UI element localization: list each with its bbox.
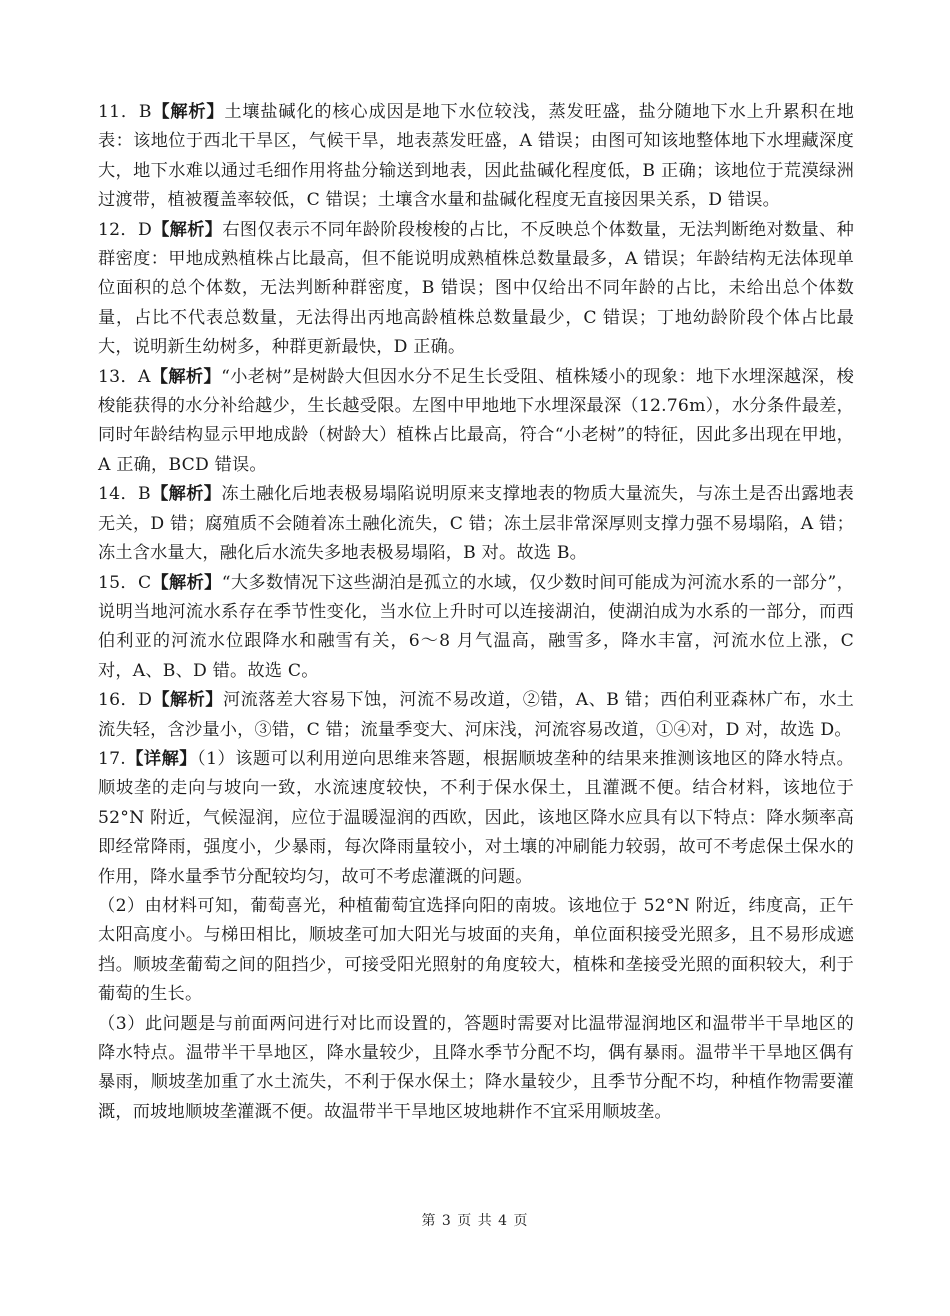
answer-text: 冻土融化后地表极易塌陷说明原来支撑地表的物质大量流失，与冻土是否出露地表无关，D 错；腐殖质不会随着冻土融化流失，C 错；冻土层非常深厚则支撑力强不易塌陷，A 错；冻土含水量大，融化后水流失多地表极易塌陷，B 对。故选 B。 (98, 484, 854, 564)
page-footer: 第 3 页 共 4 页 (421, 1213, 529, 1229)
answer-number: 11．B (98, 102, 152, 122)
answer-14 (98, 480, 854, 568)
answer-number: 14．B (98, 484, 151, 505)
answer-text: 右图仅表示不同年龄阶段梭梭的占比，不反映总个体数量，无法判断绝对数量、种群密度：甲地成熟植株占比最高，但不能说明成熟植株总数量最多，A 错误；年龄结构无法体现单位面积的总个体数，无法判断种群密度，B 错误；图中仅给出不同年龄的占比，未给出总个体数量，占比不代表总数量，无法得出丙地高龄植株总数量最少，C 错误；丁地幼龄阶段个体占比最大，说明新生幼树多，种群更新最快，D 正确。 (98, 219, 854, 358)
answer-tag: 【解析】 (152, 690, 223, 711)
answer-17-part-1 (98, 745, 854, 892)
answer-tag: 【解析】 (151, 572, 222, 593)
answer-number: 12．D (98, 219, 152, 240)
answer-tag: 【解析】 (151, 219, 223, 240)
answer-13 (98, 363, 854, 481)
answer-12 (98, 216, 854, 363)
answer-tag: 【解析】 (150, 366, 222, 387)
answer-text: “小老树”是树龄大但因水分不足生长受阻、植株矮小的现象：地下水埋深越深，梭梭能获得的水分补给越少，生长越受限。左图中甲地地下水埋深最深（12.76m），水分条件最差，同时年龄结构显示甲地成龄（树龄大）植株占比最高，符合“小老树”的特征，因此多出现在甲地，A 正确，BCD 错误。 (98, 366, 854, 475)
answer-text: （2）由材料可知，葡萄喜光，种植葡萄宜选择向阳的南坡。该地位于 52°N 附近，纬度高，正午太阳高度小。与梯田相比，顺坡垄可加大阳光与坡面的夹角，单位面积接受光照多，且不易形成遮挡。顺坡垄葡萄之间的阻挡少，可接受阳光照射的角度较大，植株和垄接受光照的面积较大，利于葡萄的生长。 (98, 895, 854, 1005)
answer-16 (98, 686, 854, 745)
document-body (98, 98, 854, 1127)
answer-tag: 【详解】 (125, 748, 197, 769)
answer-text: 河流落差大容易下蚀，河流不易改道，②错，A、B 错；西伯利亚森林广布，水土流失轻，含沙量小，③错，C 错；流量季变大、河床浅，河流容易改道，①④对，D 对，故选 D。 (98, 690, 854, 740)
answer-17-part-3 (98, 1010, 854, 1128)
answer-text: （1）该题可以利用逆向思维来答题，根据顺坡垄种的结果来推测该地区的降水特点。顺坡垄的走向与坡向一致，水流速度较快，不利于保水保土，且灌溉不便。结合材料，该地位于 52°N 附近，气候湿润，应位于温暖湿润的西欧，因此，该地区降水应具有以下特点：降水频率高即经常降雨，强度小，少暴雨，每次降雨量较小，对土壤的冲刷能力较弱，故可不考虑保土保水的作用，降水量季节分配较均匀，故可不考虑灌溉的问题。 (98, 748, 854, 887)
answer-number: 13．A (98, 366, 151, 387)
answer-text: 土壤盐碱化的核心成因是地下水位较浅，蒸发旺盛，盐分随地下水上升累积在地表：该地位于西北干旱区，气候干旱，地表蒸发旺盛，A 错误；由图可知该地整体地下水埋藏深度大，地下水难以通过毛细作用将盐分输送到地表，因此盐碱化程度低，B 正确；该地位于荒漠绿洲过渡带，植被覆盖率较低，C 错误；土壤含水量和盐碱化程度无直接因果关系，D 错误。 (98, 102, 854, 211)
answer-11 (98, 98, 854, 216)
answer-17-part-2 (98, 892, 854, 1010)
answer-number: 15．C (98, 572, 152, 593)
answer-text: “大多数情况下这些湖泊是孤立的水域，仅少数时间可能成为河流水系的一部分”，说明当地河流水系存在季节性变化，当水位上升时可以连接湖泊，使湖泊成为水系的一部分，而西伯利亚的河流水位跟降水和融雪有关，6～8 月气温高，融雪多，降水丰富，河流水位上涨，C 对，A、B、D 错。故选 C。 (98, 572, 854, 681)
answer-15 (98, 569, 854, 687)
answer-number: 16．D (98, 690, 153, 711)
answer-tag: 【解析】 (150, 484, 222, 505)
answer-tag: 【解析】 (151, 102, 225, 122)
answer-text: （3）此问题是与前面两问进行对比而设置的，答题时需要对比温带湿润地区和温带半干旱地区的降水特点。温带半干旱地区，降水量较少，且降水季节分配不均，偶有暴雨。温带半干旱地区偶有暴雨，顺坡垄加重了水土流失，不利于保水保土；降水量较少，且季节分配不均，种植作物需要灌溉，而坡地顺坡垄灌溉不便。故温带半干旱地区坡地耕作不宜采用顺坡垄。 (98, 1013, 854, 1122)
answer-number: 17. (98, 748, 126, 769)
